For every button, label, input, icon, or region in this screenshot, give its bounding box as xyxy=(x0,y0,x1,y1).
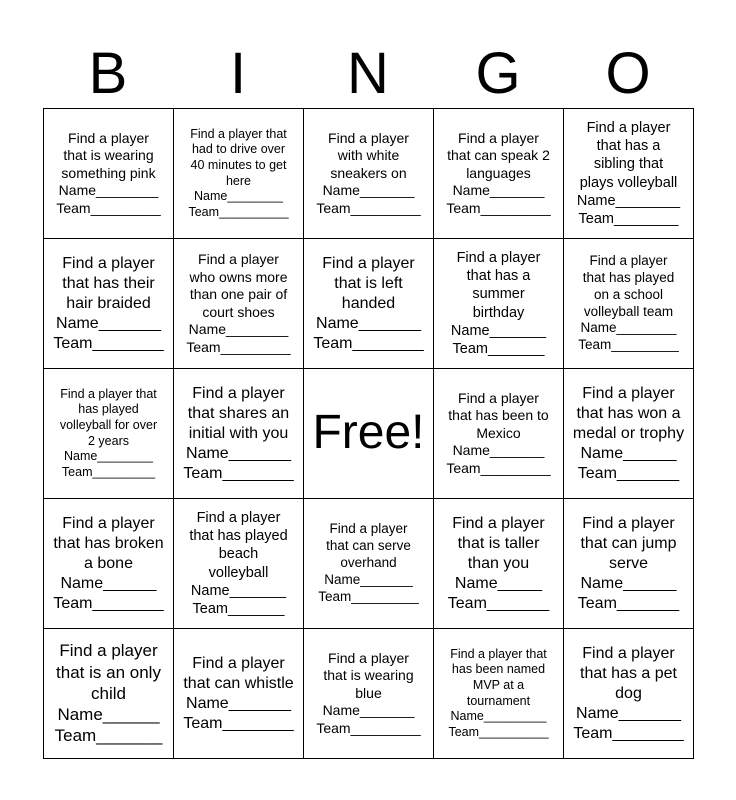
bingo-cell[interactable] xyxy=(434,239,564,369)
cell-line: volleyball team xyxy=(583,303,674,319)
cell-text xyxy=(180,509,297,618)
bingo-cell[interactable] xyxy=(564,109,694,239)
cell-line: that has a xyxy=(466,268,531,285)
bingo-cell[interactable] xyxy=(44,499,174,629)
bingo-row xyxy=(44,629,694,759)
cell-line: Team________ xyxy=(573,724,684,742)
cell-line: overhand xyxy=(340,555,397,571)
cell-line: sneakers on xyxy=(330,164,407,181)
cell-line: that has broken xyxy=(53,534,164,552)
cell-text xyxy=(310,254,427,354)
cell-line: Name_____ xyxy=(454,574,543,592)
cell-line: MVP at a xyxy=(472,677,525,692)
bingo-cell[interactable] xyxy=(304,109,434,239)
cell-line: had to drive over xyxy=(191,142,286,157)
cell-line: Name_________ xyxy=(450,709,547,724)
cell-line: Find a player xyxy=(582,644,675,662)
cell-text xyxy=(310,650,427,738)
cell-line: Name_______ xyxy=(322,702,415,719)
bingo-cell[interactable] xyxy=(174,499,304,629)
cell-line: serve xyxy=(608,554,649,572)
cell-line: Team_________ xyxy=(316,719,421,736)
cell-line: Name_______ xyxy=(316,314,421,332)
cell-line: that is an only xyxy=(56,662,161,682)
bingo-row xyxy=(44,109,694,239)
cell-line: tournament xyxy=(466,693,531,708)
cell-line: Team________ xyxy=(53,594,164,612)
cell-line: volleyball xyxy=(208,564,269,581)
cell-line: Team_________ xyxy=(316,199,421,216)
free-space-cell[interactable] xyxy=(304,369,434,499)
cell-text xyxy=(310,407,427,460)
cell-line: here xyxy=(225,173,252,188)
bingo-cell[interactable] xyxy=(44,369,174,499)
cell-line: 2 years xyxy=(88,433,129,448)
cell-line: Name______ xyxy=(60,574,157,592)
header-letter-n: N xyxy=(347,41,389,106)
cell-line: volleyball for over xyxy=(59,417,158,432)
cell-line: Team________ xyxy=(578,210,679,227)
cell-line: with white xyxy=(337,147,400,164)
cell-line: Find a player xyxy=(458,129,539,146)
cell-line: dog xyxy=(615,684,642,702)
bingo-cell[interactable] xyxy=(564,629,694,759)
cell-line: Name_______ xyxy=(186,444,291,462)
cell-line: plays volleyball xyxy=(579,174,678,191)
bingo-cell[interactable] xyxy=(304,239,434,369)
cell-line: beach xyxy=(218,546,259,563)
cell-line: Find a player xyxy=(582,384,675,402)
cell-line: Find a player xyxy=(589,252,668,268)
cell-text xyxy=(180,384,297,484)
cell-text xyxy=(440,130,557,218)
cell-line: that has won a xyxy=(576,404,681,422)
cell-line: on a school xyxy=(593,286,664,302)
cell-line: Team_________ xyxy=(186,338,291,355)
cell-text xyxy=(180,654,297,734)
cell-line: Find a player xyxy=(329,521,408,537)
cell-text xyxy=(50,254,167,354)
bingo-row xyxy=(44,369,694,499)
bingo-header xyxy=(43,40,693,108)
cell-line: Find a player xyxy=(62,254,155,272)
cell-line: Name_______ xyxy=(186,694,291,712)
bingo-cell[interactable] xyxy=(434,499,564,629)
cell-line: that has their xyxy=(62,274,155,292)
cell-text xyxy=(50,640,167,746)
cell-text xyxy=(180,251,297,356)
cell-line: Team__________ xyxy=(448,724,549,739)
cell-line: Team_______ xyxy=(192,600,285,617)
bingo-cell[interactable] xyxy=(174,369,304,499)
cell-line: who owns more xyxy=(189,268,288,285)
cell-line: Name_______ xyxy=(190,582,287,599)
cell-line: Name_______ xyxy=(450,322,547,339)
cell-line: Team_________ xyxy=(446,459,551,476)
cell-line: a bone xyxy=(84,554,133,572)
cell-text xyxy=(440,647,557,741)
bingo-row xyxy=(44,239,694,369)
cell-line: Team_______ xyxy=(54,726,163,746)
free-label: Free! xyxy=(312,406,425,460)
cell-line: Find a player xyxy=(68,129,149,146)
cell-line: that shares an xyxy=(187,404,290,422)
cell-line: that can jump xyxy=(580,534,677,552)
header-letter-g: G xyxy=(475,41,521,106)
cell-text xyxy=(440,390,557,478)
cell-line: that is taller xyxy=(457,534,540,552)
cell-line: Name_______ xyxy=(56,314,161,332)
cell-line: Find a player xyxy=(582,514,675,532)
cell-line: Team________ xyxy=(53,334,164,352)
cell-line: Team_______ xyxy=(577,464,680,482)
cell-text xyxy=(570,119,687,228)
cell-line: summer xyxy=(472,286,525,303)
cell-text xyxy=(50,387,167,481)
cell-line: than one pair of xyxy=(189,286,288,302)
cell-line: that has a pet xyxy=(580,664,677,682)
cell-text xyxy=(570,644,687,744)
cell-line: Name________ xyxy=(580,320,677,336)
cell-line: Team__________ xyxy=(188,204,289,219)
cell-line: Name_______ xyxy=(452,442,545,459)
cell-line: that is wearing xyxy=(63,147,154,164)
cell-line: Name______ xyxy=(57,705,160,725)
cell-line: Find a player xyxy=(192,384,285,402)
cell-line: Team_______ xyxy=(452,340,545,357)
cell-line: that can whistle xyxy=(183,674,294,692)
cell-line: Team_________ xyxy=(61,464,156,479)
bingo-cell[interactable] xyxy=(174,629,304,759)
cell-line: Find a player that xyxy=(190,126,287,141)
cell-line: Team_________ xyxy=(446,199,551,216)
cell-line: Find a player that xyxy=(60,386,157,401)
cell-line: that has played xyxy=(582,269,675,285)
cell-line: Find a player xyxy=(328,129,409,146)
cell-line: Name_______ xyxy=(322,182,415,199)
cell-line: Team________ xyxy=(183,464,294,482)
cell-line: has been named xyxy=(451,662,546,677)
cell-text xyxy=(570,253,687,354)
cell-line: Name________ xyxy=(576,192,681,209)
cell-line: Find a player that xyxy=(450,646,547,661)
cell-line: Team_________ xyxy=(56,199,161,216)
cell-text xyxy=(180,127,297,221)
cell-line: Find a player xyxy=(62,514,155,532)
cell-text xyxy=(440,514,557,614)
bingo-cell[interactable] xyxy=(564,369,694,499)
header-letter-b: B xyxy=(88,41,128,106)
cell-line: Name________ xyxy=(58,182,159,199)
bingo-cell[interactable] xyxy=(44,239,174,369)
cell-line: languages xyxy=(466,164,531,181)
cell-line: sibling that xyxy=(593,156,664,173)
cell-line: medal or trophy xyxy=(572,424,685,442)
bingo-cell[interactable] xyxy=(434,369,564,499)
cell-line: Find a player xyxy=(196,510,281,527)
cell-line: blue xyxy=(355,684,382,701)
cell-line: that can serve xyxy=(326,538,411,554)
cell-line: Find a player xyxy=(192,654,285,672)
bingo-cell[interactable] xyxy=(434,629,564,759)
header-letter-i: I xyxy=(229,41,247,106)
cell-line: Name________ xyxy=(64,449,153,464)
bingo-cell[interactable] xyxy=(44,109,174,239)
bingo-cell[interactable] xyxy=(304,629,434,759)
cell-line: Name_______ xyxy=(324,571,413,587)
cell-line: Name______ xyxy=(580,444,677,462)
cell-line: 40 minutes to get xyxy=(190,157,287,172)
cell-text xyxy=(570,514,687,614)
bingo-cell[interactable] xyxy=(434,109,564,239)
cell-line: Name______ xyxy=(580,574,677,592)
cell-text xyxy=(440,249,557,358)
cell-text xyxy=(50,130,167,218)
cell-line: Find a player xyxy=(456,250,541,267)
bingo-cell[interactable] xyxy=(174,109,304,239)
cell-line: Find a player xyxy=(452,514,545,532)
cell-text xyxy=(50,514,167,614)
cell-line: that is wearing xyxy=(323,667,414,684)
cell-line: Find a player xyxy=(322,254,415,272)
bingo-cell[interactable] xyxy=(304,499,434,629)
cell-line: that has been to xyxy=(448,407,549,424)
cell-line: Name_______ xyxy=(452,182,545,199)
cell-line: hair braided xyxy=(66,294,151,312)
cell-line: Mexico xyxy=(476,424,521,441)
cell-line: that has played xyxy=(189,528,288,545)
cell-line: that is left xyxy=(334,274,403,292)
bingo-cell[interactable] xyxy=(564,499,694,629)
cell-line: Team________ xyxy=(313,334,424,352)
cell-line: initial with you xyxy=(188,424,289,442)
cell-line: that can speak 2 xyxy=(447,147,550,164)
cell-text xyxy=(310,521,427,605)
cell-text xyxy=(570,384,687,484)
cell-line: child xyxy=(91,683,126,703)
bingo-cell[interactable] xyxy=(44,629,174,759)
cell-line: than you xyxy=(467,554,530,572)
cell-line: Team________ xyxy=(183,714,294,732)
cell-line: Team_________ xyxy=(318,588,419,604)
cell-line: Name________ xyxy=(194,189,283,204)
cell-line: Find a player xyxy=(59,641,158,661)
cell-line: Find a player xyxy=(586,120,671,137)
cell-line: court shoes xyxy=(202,303,275,320)
cell-line: Name________ xyxy=(188,321,289,337)
bingo-cell[interactable] xyxy=(174,239,304,369)
cell-line: Team_______ xyxy=(577,594,680,612)
cell-line: Find a player xyxy=(328,649,409,666)
bingo-row xyxy=(44,499,694,629)
cell-line: that has a xyxy=(596,138,661,155)
cell-line: Find a player xyxy=(458,389,539,406)
cell-line: Team_______ xyxy=(447,594,550,612)
cell-line: handed xyxy=(341,294,396,312)
cell-line: Team_________ xyxy=(578,337,679,353)
bingo-cell[interactable] xyxy=(564,239,694,369)
cell-line: something pink xyxy=(61,164,156,181)
cell-line: Name_______ xyxy=(576,704,681,722)
header-letter-o: O xyxy=(605,41,651,106)
cell-line: has played xyxy=(78,402,139,417)
cell-line: birthday xyxy=(472,304,525,321)
cell-text xyxy=(310,130,427,218)
cell-line: Find a player xyxy=(198,251,279,267)
bingo-grid xyxy=(43,108,694,759)
